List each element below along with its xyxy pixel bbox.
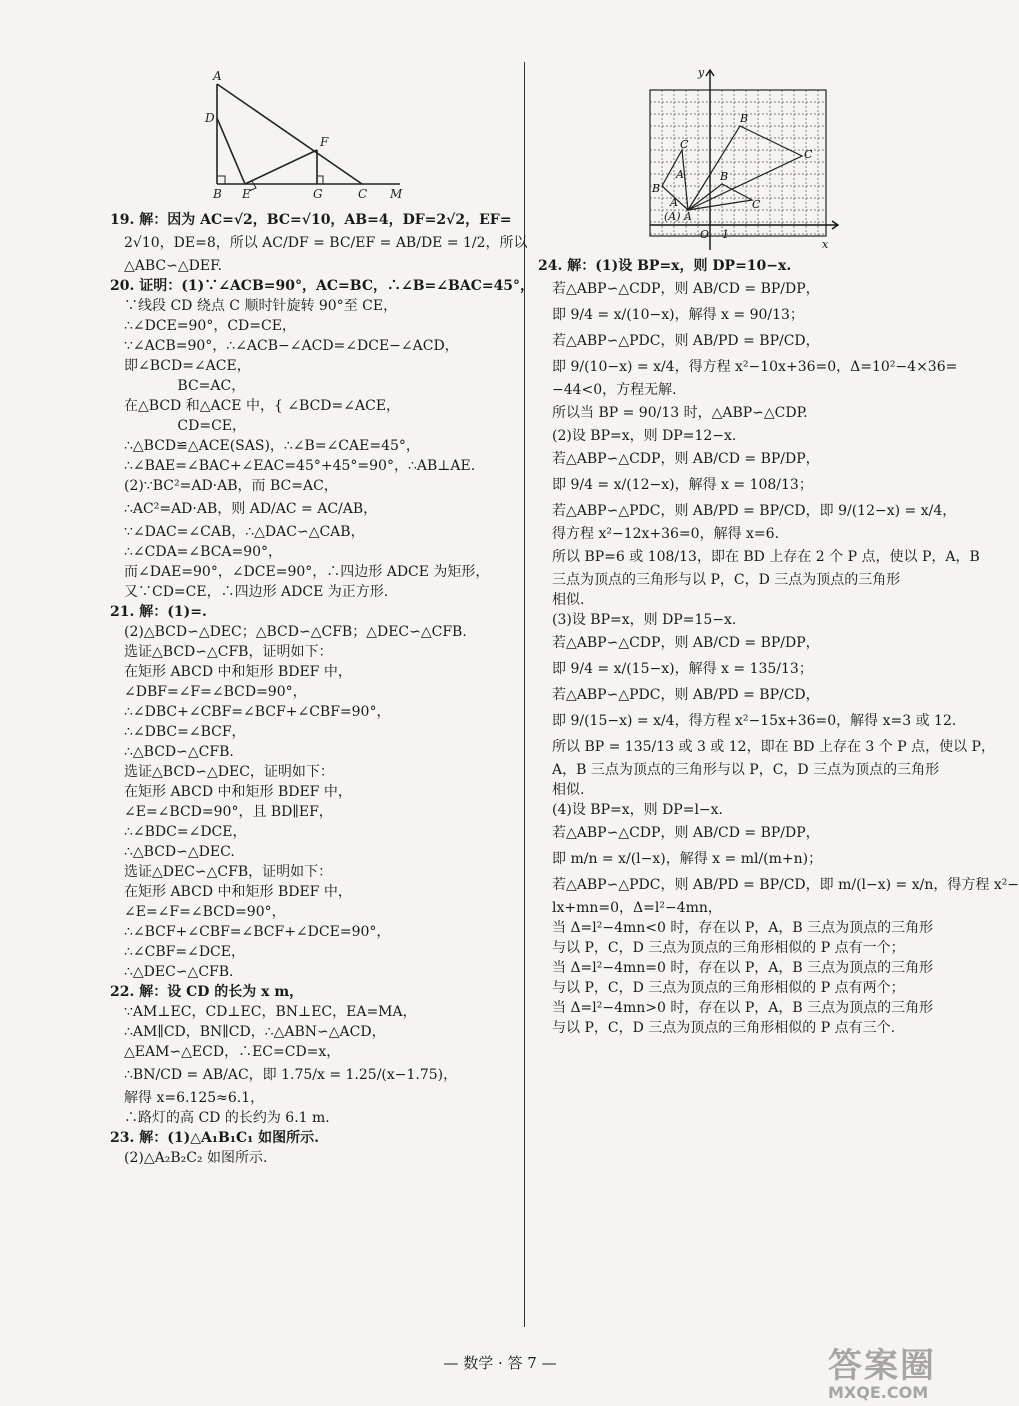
text-line: 解得 x=6.125≈6.1， (124, 1090, 265, 1106)
text-line: ∠E=∠F=∠BCD=90°， (124, 904, 286, 920)
text-line: ∴△BCD≌△ACE(SAS)，∴∠B=∠CAE=45°， (124, 438, 420, 454)
fig2-axis-y: y (698, 66, 705, 79)
column-divider (524, 62, 525, 1327)
text-line: ∴∠DBC=∠BCF， (124, 724, 246, 740)
text-line: 若△ABP∽△PDC，则 AB/PD = BP/CD，即 9/(12−x) = x/4， (552, 503, 957, 519)
text-line: 若△ABP∽△PDC，则 AB/PD = BP/CD， (552, 687, 820, 703)
watermark-text: 答案圈 (828, 1346, 936, 1386)
text-line: 选证△BCD∽△DEC，证明如下： (124, 764, 334, 780)
text-line: 与以 P，C，D 三点为顶点的三角形相似的 P 点有三个. (552, 1020, 896, 1036)
text-line: 即 m/n = x/(l−x)，解得 x = ml/(m+n)； (552, 851, 823, 867)
text-line: ∵∠ACB=90°，∴∠ACB−∠ACD=∠DCE−∠ACD， (124, 338, 459, 354)
watermark-url: MXQE.COM (828, 1383, 929, 1402)
text-line: △EAM∽△ECD，∴EC=CD=x， (124, 1044, 341, 1060)
left-text (110, 210, 535, 1168)
text-line: 当 Δ=l²−4mn<0 时，存在以 P，A，B 三点为顶点的三角形 (552, 920, 934, 936)
text-line: ∴AM∥CD，BN∥CD，∴△ABN∽△ACD， (124, 1024, 386, 1040)
text-line: A，B 三点为顶点的三角形与以 P，C，D 三点为顶点的三角形 (552, 762, 940, 778)
fig1-label-f: F (320, 135, 329, 149)
coordinate-grid-figure (640, 60, 840, 250)
fig2-label: C (752, 198, 761, 211)
fig1-label-b: B (213, 187, 222, 201)
fig2-label: A (684, 210, 692, 223)
text-line: ∵AM⊥EC，CD⊥EC，BN⊥EC，EA=MA， (124, 1004, 417, 1020)
text-line: 若△ABP∽△PDC，则 AB/PD = BP/CD，即 m/(l−x) = x/n，得方程 x²− (552, 877, 1019, 893)
text-line: 与以 P，C，D 三点为顶点的三角形相似的 P 点有两个； (552, 980, 905, 996)
text-line: (4)设 BP=x，则 DP=l−x. (552, 802, 723, 818)
text-line: ∵线段 CD 绕点 C 顺时针旋转 90°至 CE， (124, 298, 398, 314)
text-line: 24. 解：(1)设 BP=x，则 DP=10−x. (538, 258, 792, 274)
fig2-label: C (804, 148, 813, 161)
watermark-logo (828, 1338, 998, 1404)
text-line: 在矩形 ABCD 中和矩形 BDEF 中， (124, 664, 352, 680)
text-line: 若△ABP∽△CDP，则 AB/CD = BP/DP， (552, 281, 820, 297)
text-line: ∴BN/CD = AB/AC，即 1.75/x = 1.25/(x−1.75)， (124, 1067, 458, 1083)
text-line: 即 9/4 = x/(15−x)，解得 x = 135/13； (552, 661, 813, 677)
text-line: 又∵CD=CE，∴四边形 ADCE 为正方形. (124, 584, 389, 600)
text-line: 19. 解：因为 AC=√2，BC=√10，AB=4，DF=2√2，EF= (110, 212, 512, 228)
left-column (110, 60, 535, 1168)
right-text (538, 256, 1019, 1038)
text-line: ∴△BCD∽△CFB. (124, 744, 234, 760)
text-line: 与以 P，C，D 三点为顶点的三角形相似的 P 点有一个； (552, 940, 905, 956)
text-line: 选证△DEC∽△CFB，证明如下： (124, 864, 333, 880)
text-line: 在矩形 ABCD 中和矩形 BDEF 中， (124, 884, 352, 900)
text-line: ∴∠CBF=∠DCE， (124, 944, 245, 960)
text-line: ∴∠CDA=∠BCA=90°， (124, 544, 283, 560)
text-line: −44<0，方程无解. (552, 382, 677, 398)
text-line: (2)∵BC²=AD·AB，而 BC=AC， (124, 478, 338, 494)
fig2-tick-one: 1 (722, 228, 729, 241)
fig1-label-c: C (358, 187, 368, 201)
text-line: (2)设 BP=x，则 DP=12−x. (552, 428, 737, 444)
text-line: 在△BCD 和△ACE 中，{ ∠BCD=∠ACE， (124, 398, 401, 414)
fig2-origin: O (700, 228, 710, 241)
text-line: 即 9/4 = x/(12−x)，解得 x = 108/13； (552, 477, 813, 493)
text-line: 若△ABP∽△CDP，则 AB/CD = BP/DP， (552, 635, 820, 651)
fig1-label-d: D (205, 111, 215, 125)
text-line: 当 Δ=l²−4mn>0 时，存在以 P，A，B 三点为顶点的三角形 (552, 1000, 934, 1016)
text-line: ∠E=∠BCD=90°，且 BD∥EF， (124, 804, 333, 820)
text-line: 23. 解：(1)△A₁B₁C₁ 如图所示. (110, 1130, 319, 1146)
text-line: (2)△BCD∽△DEC；△BCD∽△CFB；△DEC∽△CFB. (124, 624, 467, 640)
text-line: 即 9/(10−x) = x/4，得方程 x²−10x+36=0，Δ=10²−4×36= (552, 359, 958, 375)
text-line: 22. 解：设 CD 的长为 x m， (110, 984, 304, 1000)
fig2-label: B (720, 170, 729, 183)
text-line: ∠DBF=∠F=∠BCD=90°， (124, 684, 307, 700)
text-line: 相似. (552, 782, 585, 798)
fig1-label-g: G (313, 187, 323, 201)
text-line: △ABC∽△DEF. (124, 258, 223, 274)
text-line: 即 9/4 = x/(10−x)，解得 x = 90/13； (552, 307, 804, 323)
text-line: 即∠BCD=∠ACE， (124, 358, 251, 374)
text-line: 相似. (552, 592, 585, 608)
text-line: ∴路灯的高 CD 的长约为 6.1 m. (124, 1110, 330, 1126)
fig2-label: C (680, 138, 689, 151)
text-line: 2√10，DE=8，所以 AC/DF = BC/EF = AB/DE = 1/2，所以 (124, 235, 528, 251)
text-line: ∵∠DAC=∠CAB，∴△DAC∽△CAB， (124, 524, 365, 540)
right-column (538, 60, 1019, 1038)
fig1-label-a: A (213, 69, 222, 83)
text-line: ∴AC²=AD·AB，则 AD/AC = AC/AB， (124, 501, 378, 517)
fig2-label: A (670, 196, 678, 209)
text-line: 21. 解：(1)=. (110, 604, 207, 620)
text-line: 若△ABP∽△PDC，则 AB/PD = BP/CD， (552, 333, 820, 349)
text-line: 而∠DAE=90°，∠DCE=90°，∴四边形 ADCE 为矩形， (124, 564, 490, 580)
text-line: ∴∠DCE=90°，CD=CE， (124, 318, 296, 334)
text-line: ∴△DEC∽△CFB. (124, 964, 234, 980)
fig2-label: (A) (664, 210, 681, 223)
text-line: 若△ABP∽△CDP，则 AB/CD = BP/DP， (552, 451, 820, 467)
fig2-label: B (652, 182, 661, 195)
text-line: 当 Δ=l²−4mn=0 时，存在以 P，A，B 三点为顶点的三角形 (552, 960, 934, 976)
page-footer: — 数学 · 答 7 — (443, 1354, 557, 1372)
text-line: BC=AC， (124, 378, 246, 394)
text-line: 三点为顶点的三角形与以 P，C，D 三点为顶点的三角形 (552, 572, 901, 588)
text-line: ∴∠DBC+∠CBF=∠BCF+∠CBF=90°， (124, 704, 391, 720)
text-line: 若△ABP∽△CDP，则 AB/CD = BP/DP， (552, 825, 820, 841)
fig2-axis-x: x (822, 238, 829, 251)
text-line: lx+mn=0，Δ=l²−4mn， (552, 900, 722, 916)
text-line: 选证△BCD∽△CFB，证明如下： (124, 644, 333, 660)
text-line: CD=CE， (124, 418, 247, 434)
text-line: 所以 BP = 135/13 或 3 或 12，即在 BD 上存在 3 个 P 点，使以 P， (552, 739, 995, 755)
text-line: (3)设 BP=x，则 DP=15−x. (552, 612, 737, 628)
text-line: 20. 证明：(1)∵∠ACB=90°，AC=BC，∴∠B=∠BAC=45°， (110, 278, 535, 294)
triangle-figure (190, 60, 403, 201)
text-line: 得方程 x²−12x+36=0，解得 x=6. (552, 526, 780, 542)
text-line: 所以当 BP = 90/13 时，△ABP∽△CDP. (552, 405, 808, 421)
text-line: 在矩形 ABCD 中和矩形 BDEF 中， (124, 784, 352, 800)
text-line: 即 9/(15−x) = x/4，得方程 x²−15x+36=0，解得 x=3 或 12. (552, 713, 957, 729)
text-line: ∴∠BCF+∠CBF=∠BCF+∠DCE=90°， (124, 924, 391, 940)
fig1-label-e: E (242, 187, 251, 201)
text-line: ∴∠BAE=∠BAC+∠EAC=45°+45°=90°，∴AB⊥AE. (124, 458, 476, 474)
fig2-label: A (676, 168, 684, 181)
fig2-label: B (740, 112, 749, 125)
text-line: ∴△BCD∽△DEC. (124, 844, 235, 860)
text-line: (2)△A₂B₂C₂ 如图所示. (124, 1150, 268, 1166)
fig1-label-m: M (390, 187, 403, 201)
text-line: ∴∠BDC=∠DCE， (124, 824, 247, 840)
text-line: 所以 BP=6 或 108/13，即在 BD 上存在 2 个 P 点，使以 P，A，B (552, 549, 980, 565)
